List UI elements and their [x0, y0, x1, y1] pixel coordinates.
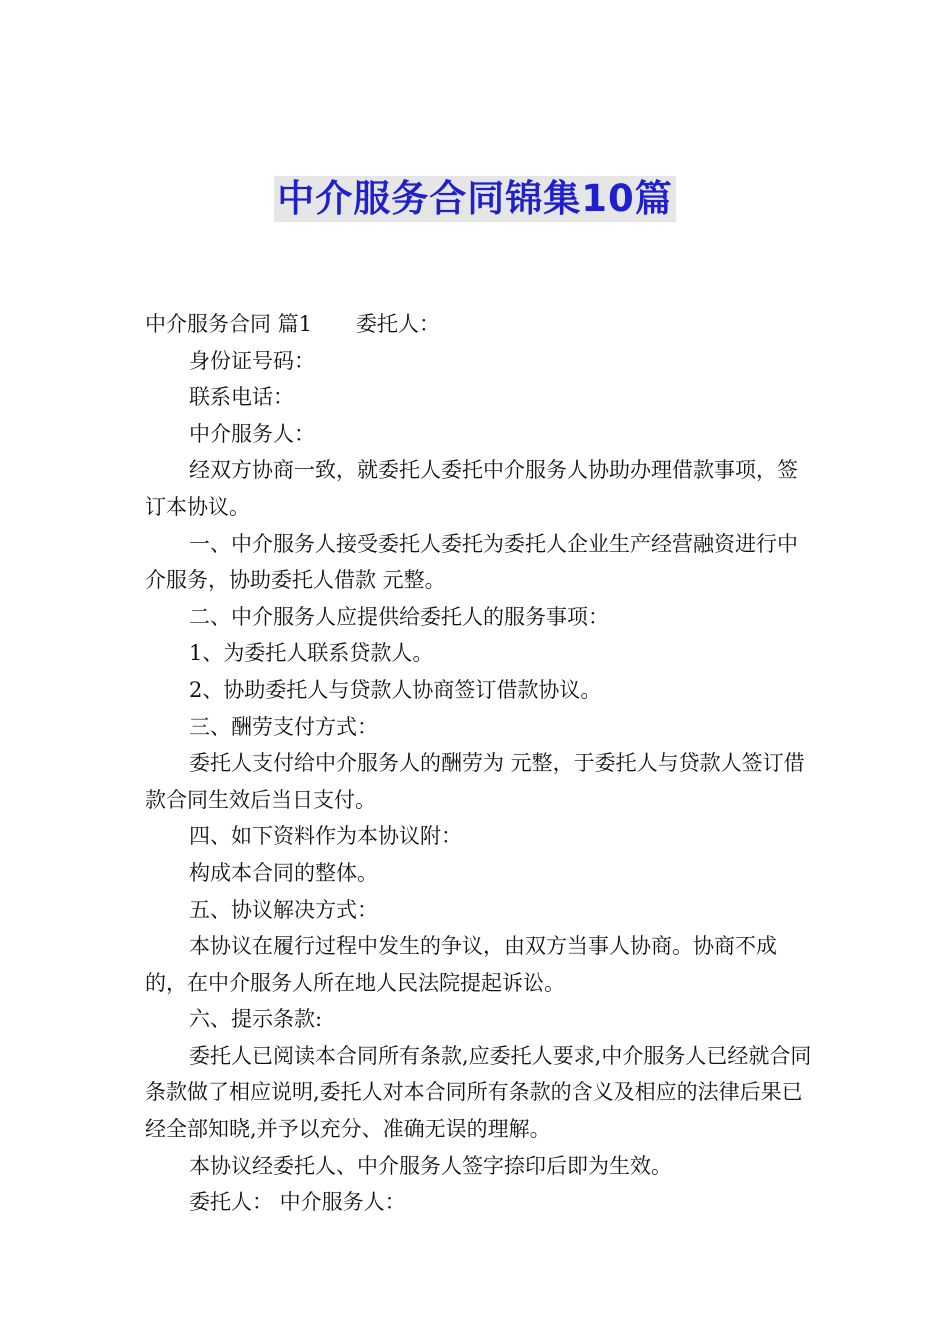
document-title: 中介服务合同锦集10篇 — [274, 176, 676, 222]
paragraph-item-1: 1、为委托人联系贷款人。 — [189, 641, 434, 666]
section-heading-line — [145, 306, 815, 343]
paragraph-signatures: 委托人： 中介服务人： — [189, 1190, 406, 1215]
paragraph-effective: 本协议经委托人、中介服务人签字捺印后即为生效。 — [189, 1153, 672, 1178]
paragraph-clause-6: 六、提示条款: — [189, 1007, 323, 1032]
paragraph-intermediary: 中介服务人： — [189, 421, 315, 446]
document-body — [145, 306, 815, 1221]
paragraph-agreement: 经双方协商一致，就委托人委托中介服务人协助办理借款事项，签订本协议。 — [145, 458, 798, 519]
paragraph-whole: 构成本合同的整体。 — [189, 860, 378, 885]
paragraph-clause-3: 三、酬劳支付方式： — [189, 714, 378, 739]
paragraph-clause-1: 一、中介服务人接受委托人委托为委托人企业生产经营融资进行中介服务，协助委托人借款 元整。 — [145, 531, 798, 593]
title-wrap — [0, 176, 950, 222]
client-label: 委托人： — [356, 312, 441, 336]
paragraph-notice: 委托人已阅读本合同所有条款,应委托人要求,中介服务人已经就合同条款做了相应说明,委托人对本合同所有条款的含义及相应的法律后果已经全部知晓,并予以充分、准确无误的理解。 — [145, 1043, 812, 1142]
paragraph-clause-2: 二、中介服务人应提供给委托人的服务事项： — [189, 604, 609, 629]
section-heading: 中介服务合同 篇1 — [145, 312, 313, 336]
paragraph-id-number: 身份证号码： — [189, 348, 315, 373]
paragraph-dispute: 本协议在履行过程中发生的争议，由双方当事人协商。协商不成的，在中介服务人所在地人民法院提起诉讼。 — [145, 934, 777, 995]
paragraph-clause-5: 五、协议解决方式： — [189, 897, 378, 922]
paragraph-phone: 联系电话： — [189, 385, 294, 410]
paragraph-payment: 委托人支付给中介服务人的酬劳为 元整，于委托人与贷款人签订借款合同生效后当日支付。 — [145, 751, 805, 812]
paragraph-item-2: 2、协助委托人与贷款人协商签订借款协议。 — [189, 677, 602, 702]
paragraph-clause-4: 四、如下资料作为本协议附： — [189, 824, 462, 849]
